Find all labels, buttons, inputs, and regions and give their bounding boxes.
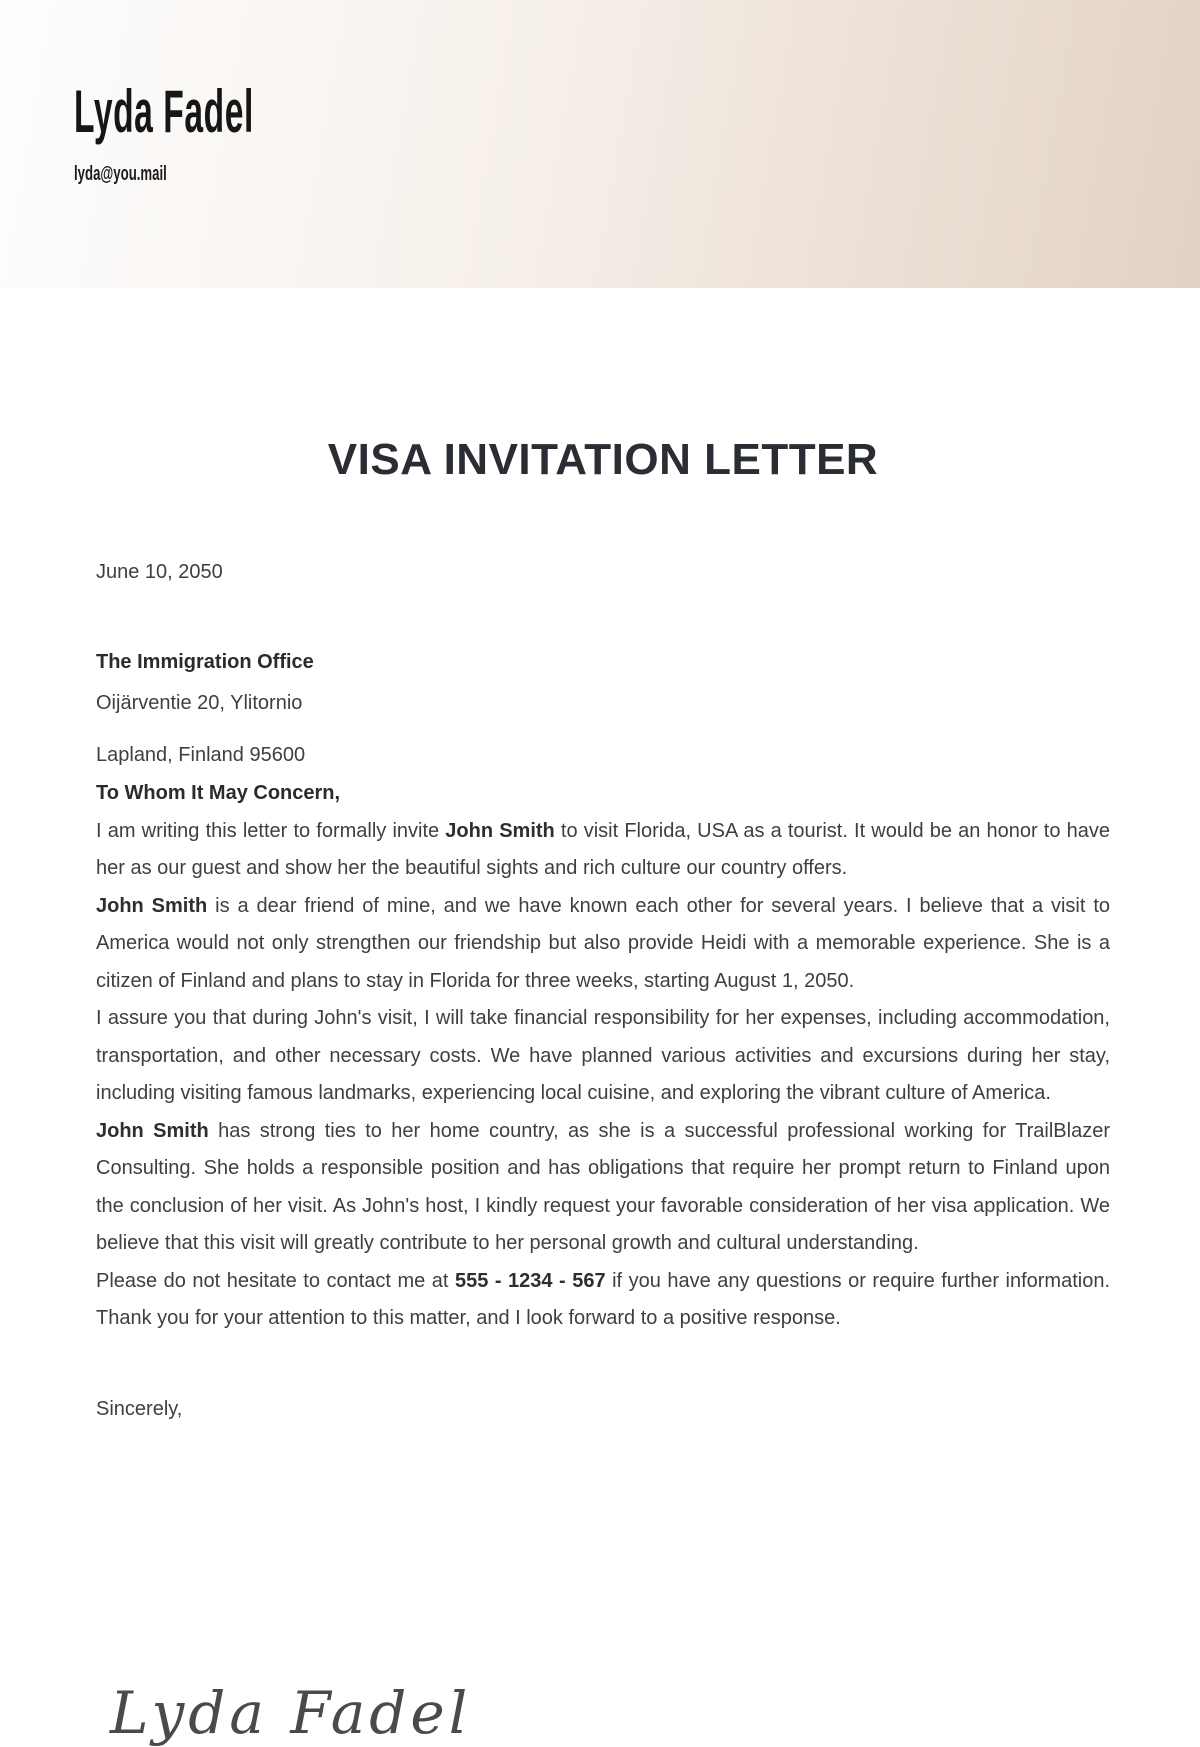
letter-body: [0, 435, 1200, 1428]
letterhead: [0, 0, 1200, 288]
closing: Sincerely,: [96, 1397, 183, 1420]
sender-email: lyda@you.mail: [74, 163, 167, 185]
recipient-address-line2: Lapland, Finland 95600: [96, 743, 306, 766]
paragraph: Please do not hesitate to contact me at 555 - 1234 - 567 if you have any questions or require further information. Thank you for your attention to this matter, and I look forward to a positive response.: [96, 1269, 1111, 1329]
salutation: To Whom It May Concern,: [96, 782, 341, 804]
paragraph: John Smith is a dear friend of mine, and we have known each other for several years. I believe that a visit to America would not only strengthen our friendship but also provide Heidi with a memorable experience. She is a citizen of Finland and plans to stay in Florida for three weeks, starting August 1, 2050.: [96, 894, 1111, 992]
paragraph: I am writing this letter to formally invite John Smith to visit Florida, USA as a tourist. It would be an honor to have her as our guest and show her the beautiful sights and rich culture our country offers.: [96, 819, 1110, 879]
paragraph: I assure you that during John's visit, I will take financial responsibility for her expenses, including accommodation, transportation, and other necessary costs. We have planned various activities and excursions during her stay, including visiting famous landmarks, experiencing local cuisine, and exploring the vibrant culture of America.: [96, 1007, 1110, 1104]
letter-title: VISA INVITATION LETTER: [327, 435, 879, 484]
letter-date: June 10, 2050: [96, 561, 223, 583]
recipient-name: The Immigration Office: [96, 650, 314, 673]
signature: Lyda Fadel: [110, 1679, 472, 1747]
recipient-address-line1: Oijärventie 20, Ylitornio: [96, 692, 303, 714]
letter-paragraphs: [96, 813, 1110, 1338]
paragraph: John Smith has strong ties to her home country, as she is a successful professional working for TrailBlazer Consulting. She holds a responsible position and has obligations that require her prompt return to Finland upon the conclusion of her visit. As John's host, I kindly request your favorable consideration of her visa application. We believe that this visit will greatly contribute to her personal growth and cultural understanding.: [96, 1119, 1110, 1254]
sender-name: Lyda Fadel: [74, 78, 254, 145]
